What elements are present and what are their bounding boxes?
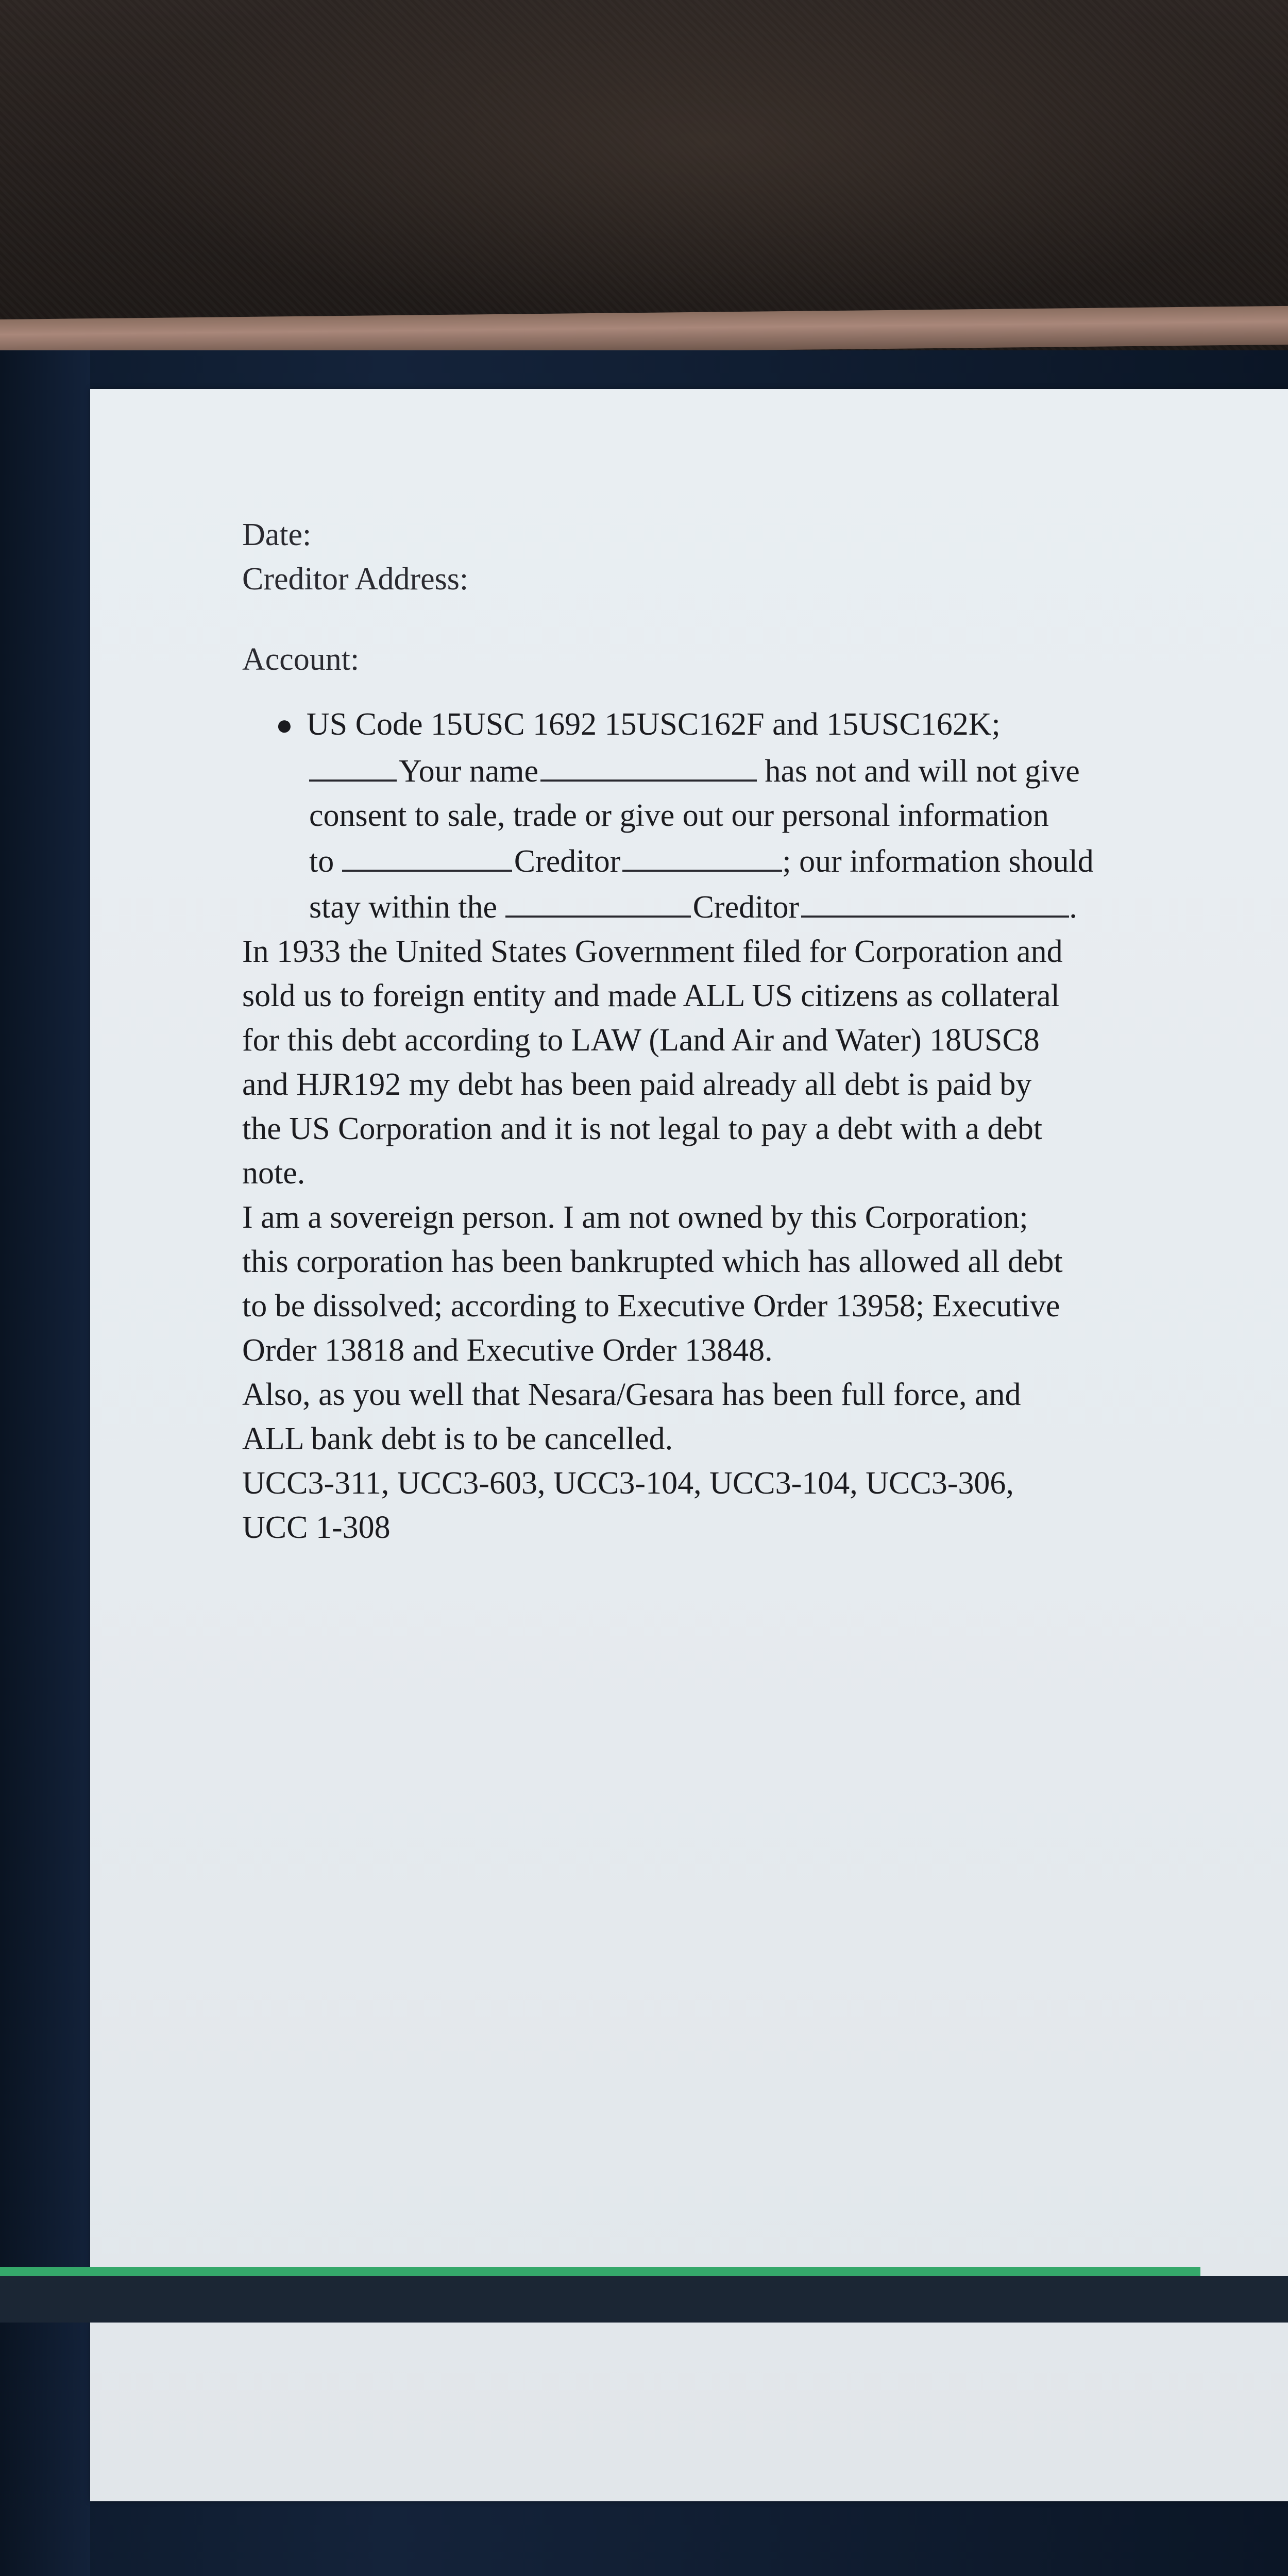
- your-name-blank: [540, 748, 757, 782]
- consent-line: consent to sale, trade or give out our personal information: [309, 798, 1049, 833]
- paragraph-line: sold us to foreign entity and made ALL US citizens as collateral: [242, 978, 1060, 1013]
- bullet-text: US Code 15USC 1692 15USC162F and 15USC162K;: [306, 707, 1001, 742]
- taskbar: [0, 2276, 1288, 2323]
- bullet-item: [276, 702, 1288, 748]
- date-label: Date:: [242, 517, 312, 552]
- paragraph-line: In 1933 the United States Government filed for Corporation and: [242, 934, 1063, 969]
- to-label: to: [309, 844, 334, 879]
- screen-left-margin: [0, 350, 90, 2576]
- trailing-period: .: [1069, 890, 1077, 925]
- paragraph-line: this corporation has been bankrupted which has allowed all debt: [242, 1244, 1063, 1279]
- bullet-icon: ●: [276, 709, 293, 741]
- creditor-label-1: Creditor: [514, 844, 621, 879]
- paragraph-line: I am a sovereign person. I am not owned by this Corporation;: [242, 1200, 1028, 1235]
- account-label: Account:: [242, 642, 360, 677]
- creditor-address-label: Creditor Address:: [242, 562, 469, 597]
- stay-within-label: stay within the: [309, 890, 498, 925]
- blank-field: [309, 748, 397, 782]
- creditor-blank-1: [622, 838, 782, 872]
- creditor-blank-2: [801, 884, 1069, 918]
- monitor-screen: [0, 350, 1288, 2576]
- document-body: [242, 513, 1288, 1550]
- stay-within-line: [309, 884, 1288, 929]
- your-name-label: Your name: [399, 754, 538, 789]
- your-name-line: [309, 748, 1288, 793]
- our-information-text: ; our information should: [782, 844, 1094, 879]
- stay-within-blank: [505, 884, 691, 918]
- document-page: [90, 389, 1288, 2501]
- background-wall: [0, 0, 1288, 355]
- paragraph-sovereign: [242, 1195, 1288, 1372]
- paragraph-line: Also, as you well that Nesara/Gesara has been full force, and: [242, 1377, 1021, 1412]
- to-blank: [342, 838, 512, 872]
- paragraph-line: note.: [242, 1156, 306, 1191]
- paragraph-line: UCC3-311, UCC3-603, UCC3-104, UCC3-104, UCC3-306,: [242, 1466, 1014, 1501]
- creditor-label-2: Creditor: [692, 890, 800, 925]
- has-not-text: has not and will not give: [765, 754, 1080, 789]
- paragraph-line: ALL bank debt is to be cancelled.: [242, 1421, 673, 1456]
- taskbar-progress-line: [0, 2267, 1200, 2276]
- paragraph-line: Order 13818 and Executive Order 13848.: [242, 1333, 773, 1368]
- paragraph-line: and HJR192 my debt has been paid already all debt is paid by: [242, 1067, 1032, 1102]
- paragraph-line: the US Corporation and it is not legal to pay a debt with a debt: [242, 1111, 1043, 1146]
- paragraph-line: for this debt according to LAW (Land Air and Water) 18USC8: [242, 1023, 1040, 1058]
- paragraph-nesara: [242, 1372, 1288, 1461]
- paragraph-ucc: [242, 1461, 1288, 1550]
- paragraph-line: to be dissolved; according to Executive Order 13958; Executive: [242, 1289, 1060, 1324]
- to-creditor-line: [309, 838, 1288, 884]
- paragraph-line: UCC 1-308: [242, 1510, 391, 1545]
- paragraph-1933: [242, 929, 1288, 1195]
